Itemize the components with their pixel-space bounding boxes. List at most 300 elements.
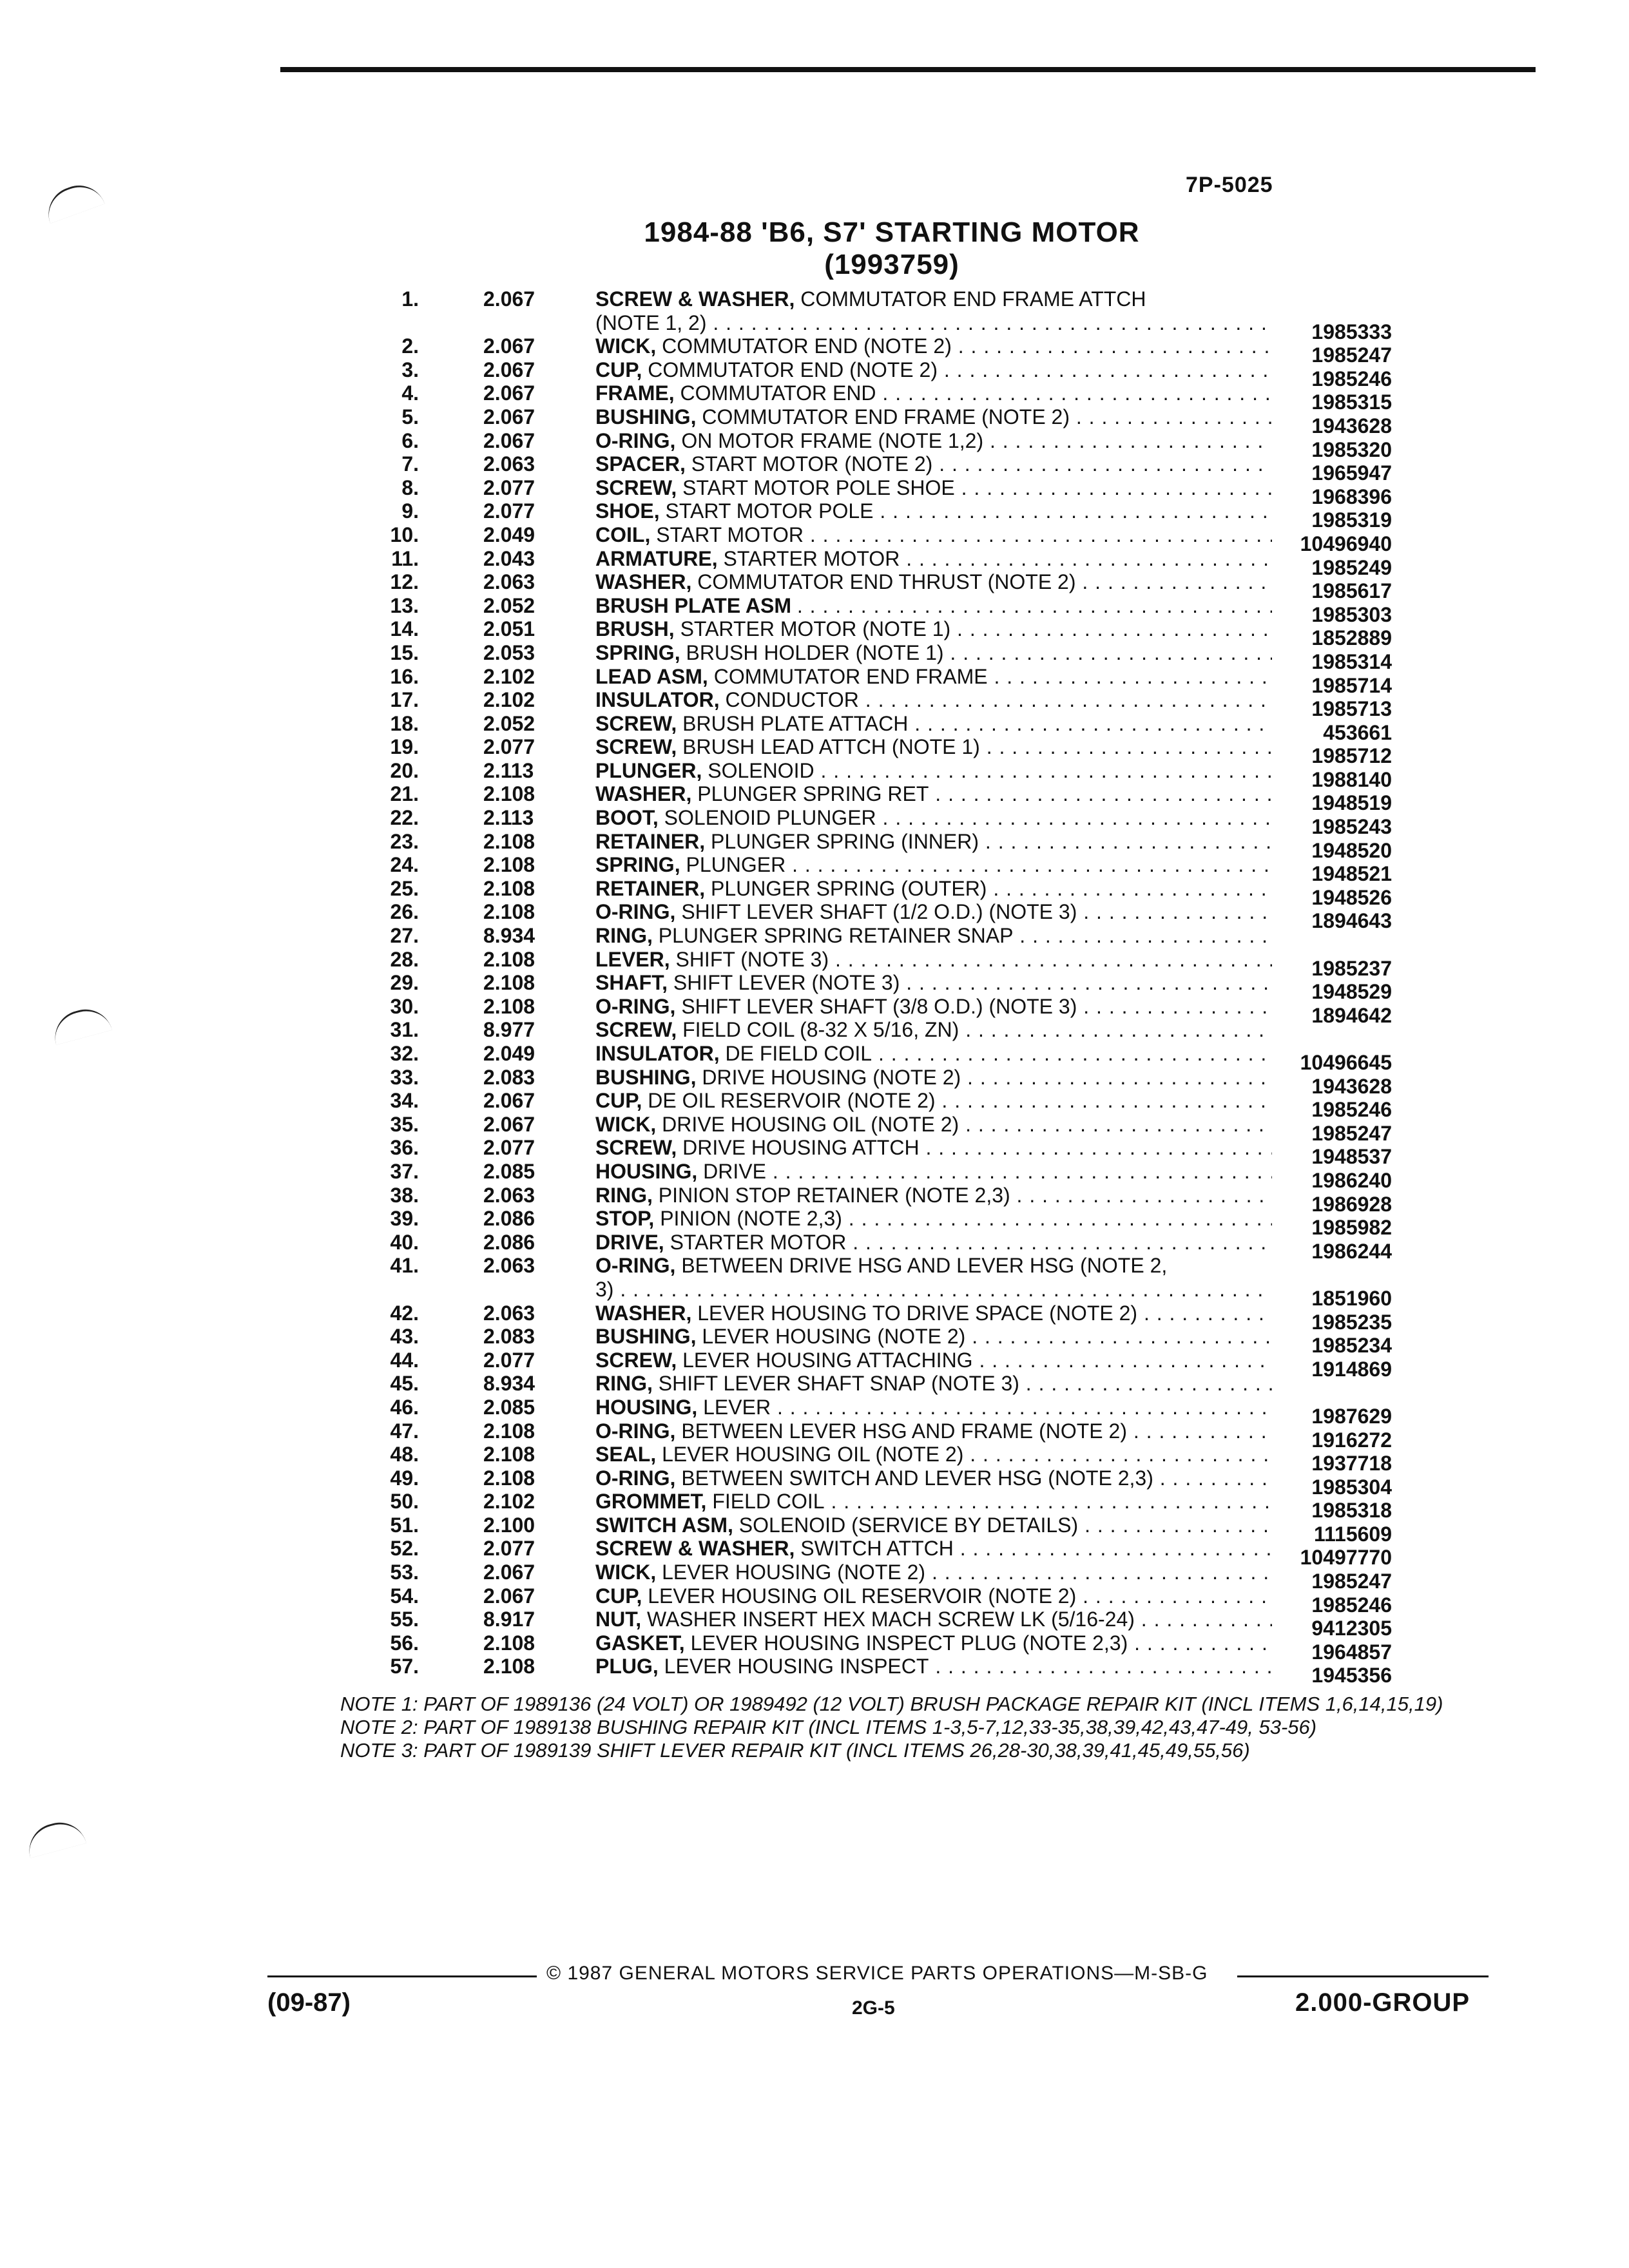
description-line: [595, 523, 1272, 546]
part-description: [595, 452, 1272, 476]
group-number: 2.083: [483, 1325, 535, 1349]
part-description: [595, 1349, 1272, 1372]
item-number: 19.: [390, 735, 419, 759]
item-number: 9.: [401, 499, 419, 523]
part-row: [335, 735, 1392, 768]
description-line: [595, 381, 1272, 405]
group-number: 2.067: [483, 381, 535, 405]
group-number: 2.085: [483, 1395, 535, 1419]
part-row: [335, 1183, 1392, 1216]
part-name: CUP,: [595, 358, 642, 381]
part-number: 1986928: [1311, 1192, 1392, 1216]
part-detail: LEVER HOUSING (NOTE 2): [702, 1325, 966, 1349]
part-description: [595, 1207, 1272, 1231]
description-line: [595, 971, 1272, 994]
part-name: RING,: [595, 924, 653, 948]
description-line: [595, 1631, 1272, 1655]
part-description: [595, 853, 1272, 877]
part-name: WASHER,: [595, 1301, 692, 1325]
description-line: [595, 1136, 1272, 1159]
description-line: [595, 429, 1272, 452]
description-line: [595, 1655, 1272, 1678]
item-number: 15.: [390, 640, 419, 664]
description-line: [595, 499, 1272, 523]
part-row: [335, 1655, 1392, 1687]
part-name: HOUSING,: [595, 1395, 698, 1419]
description-line: [595, 1207, 1272, 1230]
group-number: 2.067: [483, 428, 535, 452]
part-detail: COMMUTATOR END: [680, 381, 876, 405]
part-row: [335, 452, 1392, 485]
group-number: 2.077: [483, 476, 535, 499]
part-number: 10496645: [1300, 1051, 1392, 1074]
description-line: [595, 782, 1272, 805]
part-number: 1968396: [1311, 485, 1392, 508]
part-description: [595, 1160, 1272, 1184]
parts-list: [335, 287, 1392, 1687]
part-number: 1115609: [1313, 1522, 1392, 1546]
item-number: 38.: [390, 1183, 419, 1207]
group-number: 2.049: [483, 523, 535, 546]
part-number: 1914869: [1311, 1357, 1392, 1381]
part-row: [335, 806, 1392, 839]
part-row: [335, 1490, 1392, 1523]
item-number: 52.: [390, 1537, 419, 1561]
page-subtitle: (1993759): [824, 249, 959, 280]
part-row: [335, 1608, 1392, 1640]
part-number: 1948519: [1311, 791, 1392, 815]
part-name: INSULATOR,: [595, 688, 720, 712]
part-detail: LEVER HOUSING INSPECT: [664, 1655, 929, 1678]
group-number: 2.063: [483, 1254, 535, 1278]
part-number: 1988140: [1311, 767, 1392, 791]
group-number: 2.083: [483, 1065, 535, 1089]
part-detail: SHIFT LEVER SHAFT (1/2 O.D.) (NOTE 3): [681, 900, 1077, 924]
part-description: [595, 688, 1272, 712]
group-number: 2.067: [483, 1584, 535, 1608]
part-number: 1916272: [1311, 1428, 1392, 1452]
part-row: [335, 1419, 1392, 1452]
item-number: 44.: [390, 1348, 419, 1372]
top-rule: [280, 67, 1536, 72]
part-description: [595, 1231, 1272, 1254]
part-row: [335, 1018, 1392, 1042]
group-number: 2.053: [483, 640, 535, 664]
group-number: 2.108: [483, 1631, 535, 1655]
part-description: [595, 570, 1272, 594]
part-name: FRAME,: [595, 381, 675, 405]
catalog-code: 7P-5025: [1186, 173, 1273, 197]
part-description: [595, 429, 1272, 453]
description-line: [595, 1325, 1272, 1348]
item-number: 2.: [401, 334, 419, 358]
part-detail: FIELD COIL: [712, 1490, 825, 1514]
part-description: [595, 405, 1272, 429]
part-row: [335, 758, 1392, 791]
part-number: 1985982: [1311, 1216, 1392, 1240]
part-name: O-RING,: [595, 428, 676, 452]
part-name: SCREW,: [595, 711, 677, 735]
part-row: [335, 1230, 1392, 1263]
part-number: 1986244: [1311, 1239, 1392, 1263]
description-line: [595, 547, 1272, 570]
part-number: 1964857: [1311, 1640, 1392, 1664]
part-detail: PINION STOP RETAINER (NOTE 2,3): [658, 1183, 1010, 1207]
group-number: 2.052: [483, 593, 535, 617]
part-row: [335, 405, 1392, 437]
part-description: [595, 1608, 1272, 1631]
part-row: [335, 829, 1392, 862]
part-name: INSULATOR,: [595, 1042, 720, 1065]
part-detail: LEVER HOUSING INSPECT PLUG (NOTE 2,3): [690, 1631, 1128, 1655]
part-row: [335, 381, 1392, 414]
group-number: 2.067: [483, 405, 535, 428]
part-detail: COMMUTATOR END THRUST (NOTE 2): [697, 570, 1076, 594]
part-row: [335, 688, 1392, 721]
part-detail: CONDUCTOR: [725, 688, 859, 712]
description-line: [595, 1372, 1272, 1395]
part-detail: DRIVE HOUSING ATTCH: [682, 1136, 920, 1160]
description-line: [595, 1254, 1272, 1278]
part-name: STOP,: [595, 1207, 655, 1231]
item-number: 43.: [390, 1325, 419, 1349]
part-row: [335, 876, 1392, 909]
part-name: PLUG,: [595, 1655, 659, 1678]
group-number: 2.063: [483, 1183, 535, 1207]
part-number: 1894642: [1311, 1003, 1392, 1027]
description-line: [595, 1419, 1272, 1443]
part-row: [335, 853, 1392, 886]
part-row: [335, 1301, 1392, 1334]
item-number: 42.: [390, 1301, 419, 1325]
part-number: 9412305: [1311, 1617, 1392, 1640]
part-name: SPRING,: [595, 640, 680, 664]
part-description: [595, 1443, 1272, 1466]
page-title: 1984-88 'B6, S7' STARTING MOTOR: [644, 216, 1140, 248]
part-row: [335, 947, 1392, 980]
group-number: 2.108: [483, 900, 535, 924]
item-number: 12.: [390, 570, 419, 594]
part-name: CUP,: [595, 1584, 642, 1608]
part-description: [595, 806, 1272, 830]
notes: [340, 1693, 1474, 1762]
part-row: [335, 782, 1392, 815]
description-line: [595, 853, 1272, 876]
part-row: [335, 1561, 1392, 1593]
group-number: 2.108: [483, 876, 535, 900]
description-line: [595, 1066, 1272, 1089]
part-description: [595, 1089, 1272, 1113]
part-description: [595, 334, 1272, 358]
part-detail: PLUNGER SPRING (OUTER): [710, 876, 987, 900]
group-number: 2.108: [483, 947, 535, 971]
part-row: [335, 1584, 1392, 1617]
part-detail: BRUSH LEAD ATTCH (NOTE 1): [682, 735, 980, 759]
group-number: 2.086: [483, 1230, 535, 1254]
part-number: 1985246: [1311, 1593, 1392, 1617]
description-line: [595, 735, 1272, 758]
part-detail: LEVER HOUSING ATTACHING: [682, 1348, 973, 1372]
group-number: 2.086: [483, 1207, 535, 1231]
group-number: 2.077: [483, 735, 535, 759]
part-name: SCREW & WASHER,: [595, 1537, 795, 1561]
part-number: 1985617: [1311, 579, 1392, 603]
item-number: 54.: [390, 1584, 419, 1608]
part-number: 1985713: [1311, 697, 1392, 721]
item-number: 11.: [391, 546, 419, 570]
item-number: 21.: [390, 782, 419, 806]
part-row: [335, 994, 1392, 1027]
note-2: NOTE 2: PART OF 1989138 BUSHING REPAIR KIT (INCL ITEMS 1-3,5-7,12,33-35,38,39,42,43,47-49, 53-56): [340, 1716, 1317, 1738]
item-number: 32.: [390, 1042, 419, 1065]
group-number: 2.108: [483, 1419, 535, 1443]
group-number: 2.108: [483, 1466, 535, 1490]
item-number: 35.: [390, 1112, 419, 1136]
part-row: [335, 1513, 1392, 1546]
part-name: SCREW,: [595, 476, 677, 499]
part-row: [335, 1042, 1392, 1074]
group-number: 2.051: [483, 617, 535, 641]
description-line: [595, 1089, 1272, 1112]
part-name: COIL,: [595, 523, 651, 546]
part-name: O-RING,: [595, 1254, 676, 1278]
part-detail: COMMUTATOR END (NOTE 2): [662, 334, 952, 358]
description-line: [595, 617, 1272, 640]
item-number: 13.: [390, 593, 419, 617]
item-number: 46.: [390, 1395, 419, 1419]
description-line: [595, 1349, 1272, 1372]
group-number: 2.102: [483, 1490, 535, 1514]
description-line: [595, 1302, 1272, 1325]
part-description: [595, 1514, 1272, 1537]
part-number: 1985246: [1311, 1098, 1392, 1122]
group-number: 2.077: [483, 1348, 535, 1372]
item-number: 29.: [390, 971, 419, 995]
part-name: WICK,: [595, 334, 657, 358]
item-number: 17.: [390, 688, 419, 712]
part-name: ARMATURE,: [595, 546, 718, 570]
part-name: O-RING,: [595, 900, 676, 924]
group-number: 2.108: [483, 1443, 535, 1466]
group-number: 2.108: [483, 994, 535, 1018]
part-row: [335, 1159, 1392, 1192]
part-name: O-RING,: [595, 1419, 676, 1443]
part-detail: STARTER MOTOR: [723, 546, 900, 570]
page-number: 2G-5: [852, 1997, 895, 2019]
part-row: [335, 1254, 1392, 1311]
part-name: RING,: [595, 1372, 653, 1396]
part-row: [335, 711, 1392, 744]
group-number: 2.108: [483, 971, 535, 995]
part-detail: SOLENOID PLUNGER: [664, 806, 876, 830]
description-line: [595, 665, 1272, 688]
part-description: [595, 759, 1272, 783]
part-description: [595, 523, 1272, 547]
part-detail-cont: (NOTE 1, 2) . . .: [595, 311, 1272, 335]
part-description: [595, 594, 1272, 618]
part-detail: DRIVE HOUSING (NOTE 2): [702, 1065, 961, 1089]
group-number: 8.934: [483, 1372, 535, 1396]
part-detail: DRIVE HOUSING OIL (NOTE 2): [662, 1112, 959, 1136]
part-description: [595, 1136, 1272, 1160]
part-detail: START MOTOR: [656, 523, 804, 546]
part-number: 1943628: [1311, 414, 1392, 437]
part-detail-cont: 3) . . .: [595, 1278, 1272, 1302]
part-name: DRIVE,: [595, 1230, 664, 1254]
group-number: 2.113: [483, 758, 534, 782]
part-detail: LEVER HOUSING TO DRIVE SPACE (NOTE 2): [697, 1301, 1138, 1325]
group-number: 2.063: [483, 1301, 535, 1325]
part-name: GROMMET,: [595, 1490, 707, 1514]
part-row: [335, 640, 1392, 673]
part-description: [595, 712, 1272, 736]
part-number: 1985315: [1311, 390, 1392, 414]
item-number: 22.: [390, 806, 419, 830]
item-number: 31.: [390, 1018, 419, 1042]
part-row: [335, 1466, 1392, 1499]
part-name: SEAL,: [595, 1443, 657, 1466]
note-3: NOTE 3: PART OF 1989139 SHIFT LEVER REPAIR KIT (INCL ITEMS 26,28-30,38,39,41,45,49,55,56): [340, 1739, 1250, 1762]
copyright: © 1987 GENERAL MOTORS SERVICE PARTS OPERATIONS—M-SB-G: [546, 1963, 1208, 1984]
part-description: [595, 1631, 1272, 1655]
part-number: 1985234: [1311, 1334, 1392, 1358]
group-number: 2.100: [483, 1513, 535, 1537]
part-name: BRUSH,: [595, 617, 675, 641]
part-detail: SHIFT (NOTE 3): [675, 947, 829, 971]
description-line: [595, 1608, 1272, 1631]
part-row: [335, 593, 1392, 626]
part-number: 1948526: [1311, 885, 1392, 909]
item-number: 50.: [390, 1490, 419, 1514]
item-number: 34.: [390, 1089, 419, 1113]
part-name: SCREW,: [595, 735, 677, 759]
part-description: [595, 948, 1272, 972]
description-line: [595, 806, 1272, 829]
part-number: 453661: [1323, 720, 1392, 744]
part-number: 10496940: [1300, 532, 1392, 555]
part-description: [595, 1490, 1272, 1514]
part-row: [335, 546, 1392, 579]
part-name: HOUSING,: [595, 1159, 698, 1183]
group-number: 2.077: [483, 1537, 535, 1561]
part-row: [335, 1325, 1392, 1358]
item-number: 10.: [390, 523, 419, 546]
footer-rule-left: [267, 1975, 537, 1977]
revision-date: (09-87): [267, 1988, 351, 2017]
part-name: SPRING,: [595, 853, 680, 877]
description-line: [595, 1042, 1272, 1065]
group-number: 8.917: [483, 1608, 535, 1631]
part-number: 1985237: [1311, 956, 1392, 980]
scan-mark: [23, 1816, 86, 1858]
part-row: [335, 1631, 1392, 1664]
part-description: [595, 830, 1272, 854]
item-number: 49.: [390, 1466, 419, 1490]
part-name: SCREW,: [595, 1018, 677, 1042]
description-line: [595, 1514, 1272, 1537]
item-number: 40.: [390, 1230, 419, 1254]
group-number: 2.067: [483, 1112, 535, 1136]
description-line: [595, 1018, 1272, 1041]
part-number: 1985249: [1311, 555, 1392, 579]
group-number: 2.102: [483, 664, 535, 688]
item-number: 7.: [401, 452, 419, 476]
part-detail: SWITCH ATTCH: [800, 1537, 954, 1561]
item-number: 48.: [390, 1443, 419, 1466]
part-description: [595, 1537, 1272, 1561]
part-number: 1985247: [1311, 343, 1392, 367]
part-number: 1948537: [1311, 1145, 1392, 1169]
part-name: PLUNGER,: [595, 758, 702, 782]
part-number: 1851960: [1311, 1287, 1392, 1311]
part-name: RETAINER,: [595, 829, 706, 853]
part-number: 1945356: [1311, 1664, 1392, 1687]
item-number: 3.: [401, 358, 419, 381]
part-description: [595, 1655, 1272, 1678]
part-number: 1985333: [1311, 320, 1392, 343]
description-line: [595, 358, 1272, 381]
part-name: WICK,: [595, 1561, 657, 1584]
part-name: RING,: [595, 1183, 653, 1207]
part-name: WICK,: [595, 1112, 657, 1136]
part-detail: ON MOTOR FRAME (NOTE 1,2): [681, 428, 984, 452]
part-number: 1965947: [1311, 461, 1392, 485]
item-number: 45.: [390, 1372, 419, 1396]
part-row: [335, 664, 1392, 697]
description-line: [595, 570, 1272, 593]
part-description: [595, 1561, 1272, 1584]
part-row: [335, 476, 1392, 508]
item-number: 55.: [390, 1608, 419, 1631]
part-description: [595, 1066, 1272, 1090]
part-number: 1937718: [1311, 1452, 1392, 1475]
part-row: [335, 1372, 1392, 1396]
part-number: 1985319: [1311, 508, 1392, 532]
part-number: 1985243: [1311, 815, 1392, 839]
part-detail: BRUSH HOLDER (NOTE 1): [686, 640, 944, 664]
part-description: [595, 877, 1272, 901]
item-number: 26.: [390, 900, 419, 924]
part-name: SHOE,: [595, 499, 660, 523]
part-number: 1985318: [1311, 1499, 1392, 1523]
part-name: BUSHING,: [595, 405, 697, 428]
group-number: 2.049: [483, 1042, 535, 1065]
part-description: [595, 1254, 1272, 1301]
part-description: [595, 1113, 1272, 1137]
part-row: [335, 1537, 1392, 1570]
part-description: [595, 1419, 1272, 1443]
part-number: 1943628: [1311, 1074, 1392, 1098]
part-detail: STARTER MOTOR: [670, 1230, 847, 1254]
part-detail: SHIFT LEVER SHAFT SNAP (NOTE 3): [658, 1372, 1019, 1396]
group-number: 2.043: [483, 546, 535, 570]
part-detail: COMMUTATOR END FRAME: [713, 664, 988, 688]
part-description: [595, 971, 1272, 995]
part-number: 1987629: [1311, 1404, 1392, 1428]
group-number: 2.102: [483, 688, 535, 712]
description-line: [595, 995, 1272, 1018]
item-number: 23.: [390, 829, 419, 853]
description-line: [595, 1490, 1272, 1513]
part-description: [595, 358, 1272, 382]
description-line: [595, 1113, 1272, 1136]
part-description: [595, 735, 1272, 759]
part-detail: PLUNGER: [686, 853, 786, 877]
part-detail: START MOTOR POLE: [665, 499, 874, 523]
part-row: [335, 334, 1392, 367]
part-name: SCREW,: [595, 1136, 677, 1160]
description-line: [595, 759, 1272, 782]
